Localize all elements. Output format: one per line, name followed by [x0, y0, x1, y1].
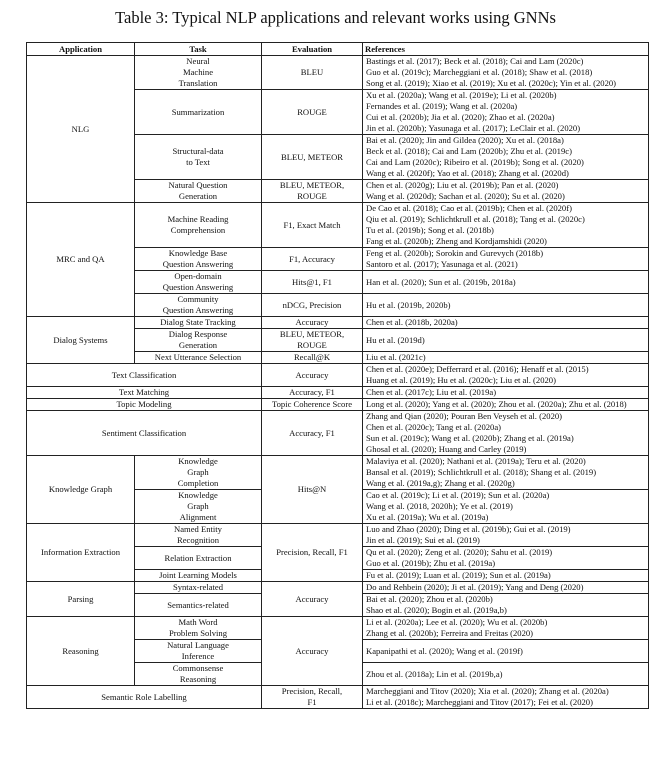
eval-text-classification	[262, 364, 363, 387]
cell-line: Hits@N	[297, 484, 327, 494]
applications-table	[26, 42, 649, 709]
cell-line: Fu et al. (2019); Luan et al. (2019); Sun et al. (2019a)	[366, 570, 551, 580]
task-semantics	[135, 594, 262, 617]
cell-line: Bastings et al. (2017); Beck et al. (2018); Cai and Lam (2020c)	[366, 56, 584, 66]
cell-line: Recall@K	[293, 352, 331, 362]
cell-line: Translation	[178, 78, 218, 88]
cell-line: BLEU, METEOR,	[279, 329, 345, 339]
cell-line: Wang et al. (2020d); Sachan et al. (2020); Su et al. (2020)	[366, 191, 565, 201]
cell-line: Qu et al. (2020); Zeng et al. (2020); Sahu et al. (2019)	[366, 547, 553, 557]
cell-line: Zhou et al. (2018a); Lin et al. (2019b,a)	[366, 668, 503, 679]
cell-line: Fernandes et al. (2019); Wang et al. (2020a)	[366, 101, 518, 111]
eval-mrc	[262, 203, 363, 248]
cell-line: Qiu et al. (2019); Schlichtkrull et al. (2018); Tang et al. (2020c)	[366, 214, 585, 224]
cell-line: Bai et al. (2020); Zhou et al. (2020b)	[366, 594, 493, 604]
task-nqg	[135, 180, 262, 203]
cell-line: Hits@1, F1	[292, 276, 332, 287]
refs-mrc	[363, 203, 649, 248]
app-text-classification	[27, 364, 262, 387]
eval-information-extraction	[262, 524, 363, 582]
cell-line: Wang et al. (2019a,g); Zhang et al. (2020g)	[366, 478, 515, 488]
table-row	[27, 387, 649, 399]
eval-parsing	[262, 582, 363, 617]
task-structural-data	[135, 135, 262, 180]
table-row	[27, 364, 649, 387]
refs-summarization	[363, 90, 649, 135]
cell-line: Cao et al. (2019c); Li et al. (2019); Sun et al. (2020a)	[366, 490, 550, 500]
cell-line: Open-domain	[174, 271, 222, 281]
cell-line: Chen et al. (2020c); Tang et al. (2020a)	[366, 422, 502, 432]
cell-line: Question Answering	[162, 305, 234, 315]
cell-line: Jin et al. (2020b); Yasunaga et al. (2017); LeClair et al. (2020)	[366, 123, 581, 133]
table-row	[27, 411, 649, 456]
table-row	[27, 56, 649, 90]
refs-commonsense	[363, 663, 649, 686]
cell-line: Recognition	[176, 535, 219, 545]
refs-kbqa	[363, 248, 649, 271]
app-srl	[27, 686, 262, 709]
cell-line: Topic Coherence Score	[271, 399, 353, 409]
refs-dst	[363, 317, 649, 329]
refs-nli	[363, 640, 649, 663]
cell-line: Marcheggiani and Titov (2020); Xia et al. (2020); Zhang et al. (2020a)	[366, 686, 609, 696]
refs-sentiment-classification	[363, 411, 649, 456]
cell-line: BLEU	[300, 67, 324, 77]
cell-line: Text Classification	[111, 369, 177, 380]
cell-line: Ghosal et al. (2020); Huang and Carley (2019)	[366, 444, 527, 454]
cell-line: Graph	[187, 467, 209, 477]
cell-line: Accuracy, F1	[289, 387, 335, 397]
refs-nus	[363, 352, 649, 364]
task-commonsense	[135, 663, 262, 686]
cell-line: to Text	[186, 157, 210, 167]
task-kbqa	[135, 248, 262, 271]
header-application: Application	[27, 43, 135, 56]
refs-nmt	[363, 56, 649, 90]
refs-topic-modeling	[363, 399, 649, 411]
cell-line: Commonsense	[172, 663, 224, 673]
cell-line: Luo and Zhao (2020); Ding et al. (2019b); Gui et al. (2019)	[366, 524, 571, 534]
cell-line: Next Utterance Selection	[154, 352, 242, 362]
cell-line: Fang et al. (2020b); Zheng and Kordjamshidi (2020)	[366, 236, 547, 246]
task-mrc	[135, 203, 262, 248]
task-relation-extraction	[135, 547, 262, 570]
task-nus	[135, 352, 262, 364]
task-math-word	[135, 617, 262, 640]
refs-kga	[363, 490, 649, 524]
cell-line: F1, Exact Match	[283, 219, 341, 230]
cell-line: Huang et al. (2019); Hu et al. (2020c); Liu et al. (2020)	[366, 375, 556, 385]
cell-line: Generation	[178, 191, 218, 201]
refs-srl	[363, 686, 649, 709]
cell-line: ROUGE	[297, 340, 327, 350]
cell-line: Xu et al. (2019a); Wu et al. (2019a)	[366, 512, 489, 522]
header-task: Task	[135, 43, 262, 56]
table-row	[27, 617, 649, 640]
app-nlg	[27, 56, 135, 203]
cell-line: Summarization	[171, 106, 225, 117]
task-kga	[135, 490, 262, 524]
refs-ner	[363, 524, 649, 547]
cell-line: Chen et al. (2020g); Liu et al. (2019b); Pan et al. (2020)	[366, 180, 559, 190]
cell-line: Cui et al. (2020b); Jia et al. (2020); Zhao et al. (2020a)	[366, 112, 555, 122]
cell-line: Information Extraction	[41, 547, 120, 557]
eval-srl	[262, 686, 363, 709]
cell-line: Accuracy	[295, 645, 329, 656]
cell-line: Wang et al. (2020f); Yao et al. (2018); Zhang et al. (2020d)	[366, 168, 569, 178]
cell-line: MRC and QA	[56, 254, 105, 264]
refs-text-classification	[363, 364, 649, 387]
refs-syntax	[363, 582, 649, 594]
cell-line: Jin et al. (2019); Sui et al. (2019)	[366, 535, 480, 545]
cell-line: Cai and Lam (2020c); Ribeiro et al. (2019b); Song et al. (2020)	[366, 157, 584, 167]
table-row	[27, 524, 649, 547]
eval-cqa	[262, 294, 363, 317]
cell-line: F1, Accuracy	[289, 253, 335, 264]
eval-structural-data	[262, 135, 363, 180]
cell-line: Inference	[181, 651, 215, 661]
table-row	[27, 686, 649, 709]
cell-line: BLEU, METEOR	[280, 151, 344, 162]
cell-line: Natural Language	[167, 640, 229, 650]
app-parsing	[27, 582, 135, 617]
cell-line: Bai et al. (2020); Jin and Gildea (2020); Xu et al. (2018a)	[366, 135, 564, 145]
table-row	[27, 399, 649, 411]
app-information-extraction	[27, 524, 135, 582]
cell-line: Accuracy	[295, 317, 329, 327]
cell-line: F1	[307, 697, 317, 707]
eval-drg	[262, 329, 363, 352]
cell-line: Precision, Recall, F1	[276, 547, 348, 557]
cell-line: Knowledge Graph	[48, 484, 113, 494]
cell-line: Graph	[187, 501, 209, 511]
cell-line: Dialog Response	[168, 329, 228, 339]
eval-reasoning	[262, 617, 363, 686]
cell-line: Semantic Role Labelling	[101, 691, 187, 702]
app-topic-modeling	[27, 399, 262, 411]
table-row	[27, 317, 649, 329]
app-text-matching	[27, 387, 262, 399]
cell-line: Problem Solving	[168, 628, 227, 638]
task-cqa	[135, 294, 262, 317]
task-nli	[135, 640, 262, 663]
app-mrc-qa	[27, 203, 135, 317]
cell-line: Malaviya et al. (2020); Nathani et al. (2019a); Teru et al. (2020)	[366, 456, 586, 466]
cell-line: Wang et al. (2018, 2020h); Ye et al. (2019)	[366, 501, 513, 511]
cell-line: Comprehension	[170, 225, 226, 235]
refs-kgc	[363, 456, 649, 490]
cell-line: Machine	[182, 67, 214, 77]
cell-line: NLG	[71, 123, 90, 134]
refs-nqg	[363, 180, 649, 203]
header-evaluation: Evaluation	[262, 43, 363, 56]
eval-knowledge-graph	[262, 456, 363, 524]
cell-line: Machine Reading	[167, 214, 229, 224]
cell-line: Accuracy	[295, 593, 329, 604]
table-row	[27, 582, 649, 594]
cell-line: Beck et al. (2018); Cai and Lam (2020b); Zhu et al. (2019c)	[366, 146, 572, 156]
cell-line: Sun et al. (2019c); Wang et al. (2020b); Zhang et al. (2019a)	[366, 433, 574, 443]
cell-line: De Cao et al. (2018); Cao et al. (2019b); Chen et al. (2020f)	[366, 203, 572, 213]
app-reasoning	[27, 617, 135, 686]
cell-line: Structural-data	[172, 146, 224, 156]
cell-line: Guo et al. (2019c); Marcheggiani et al. (2018); Shaw et al. (2018)	[366, 67, 593, 77]
cell-line: ROUGE	[297, 191, 327, 201]
cell-line: Li et al. (2018c); Marcheggiani and Titov (2017); Fei et al. (2020)	[366, 697, 593, 707]
cell-line: Dialog State Tracking	[160, 317, 236, 327]
task-dst	[135, 317, 262, 329]
cell-line: Song et al. (2019); Xiao et al. (2019); Xu et al. (2020c); Yin et al. (2020)	[366, 78, 617, 88]
cell-line: Question Answering	[162, 282, 234, 292]
cell-line: Accuracy, F1	[289, 427, 335, 438]
cell-line: Kapanipathi et al. (2020); Wang et al. (2019f)	[366, 645, 523, 656]
cell-line: Knowledge	[178, 490, 218, 500]
eval-summarization	[262, 90, 363, 135]
cell-line: Community	[177, 294, 219, 304]
task-nmt	[135, 56, 262, 90]
task-joint-learning	[135, 570, 262, 582]
cell-line: Sentiment Classification	[101, 427, 187, 438]
cell-line: Do and Rehbein (2020); Ji et al. (2019); Yang and Deng (2020)	[366, 582, 584, 592]
cell-line: Feng et al. (2020b); Sorokin and Gurevych (2018b)	[366, 248, 544, 258]
eval-odqa	[262, 271, 363, 294]
cell-line: Chen et al. (2018b, 2020a)	[366, 317, 458, 327]
cell-line: Knowledge Base	[168, 248, 228, 258]
cell-line: Bansal et al. (2019); Schlichtkrull et al. (2018); Shang et al. (2019)	[366, 467, 597, 477]
header-references: References	[363, 43, 649, 56]
table-caption: Table 3: Typical NLP applications and relevant works using GNNs	[115, 8, 556, 27]
eval-dst	[262, 317, 363, 329]
task-odqa	[135, 271, 262, 294]
refs-semantics	[363, 594, 649, 617]
cell-line: Relation Extraction	[164, 552, 232, 563]
refs-structural-data	[363, 135, 649, 180]
cell-line: Question Answering	[162, 259, 234, 269]
eval-text-matching	[262, 387, 363, 399]
refs-text-matching	[363, 387, 649, 399]
cell-line: BLEU, METEOR,	[279, 180, 345, 190]
cell-line: Zhang and Qian (2020); Pouran Ben Veyseh et al. (2020)	[366, 411, 563, 421]
app-dialog	[27, 317, 135, 364]
cell-line: Liu et al. (2021c)	[366, 352, 426, 362]
cell-line: Dialog Systems	[53, 334, 108, 345]
task-kgc	[135, 456, 262, 490]
table-row	[27, 456, 649, 490]
cell-line: Hu et al. (2019b, 2020b)	[366, 299, 451, 310]
refs-cqa	[363, 294, 649, 317]
eval-kbqa	[262, 248, 363, 271]
cell-line: Alignment	[179, 512, 217, 522]
cell-line: Text Matching	[118, 387, 170, 397]
cell-line: ROUGE	[297, 106, 327, 117]
task-drg	[135, 329, 262, 352]
cell-line: Shao et al. (2020); Bogin et al. (2019a,b)	[366, 605, 507, 615]
app-knowledge-graph	[27, 456, 135, 524]
refs-math-word	[363, 617, 649, 640]
cell-line: Chen et al. (2017c); Liu et al. (2019a)	[366, 387, 497, 397]
cell-line: Tu et al. (2019b); Song et al. (2018b)	[366, 225, 494, 235]
eval-nqg	[262, 180, 363, 203]
task-summarization	[135, 90, 262, 135]
cell-line: Joint Learning Models	[159, 570, 237, 580]
cell-line: Semantics-related	[167, 599, 229, 610]
cell-line: Natural Question	[168, 180, 228, 190]
cell-line: Hu et al. (2019d)	[366, 334, 425, 345]
cell-line: Zhang et al. (2020b); Ferreira and Freitas (2020)	[366, 628, 534, 638]
cell-line: Accuracy	[295, 369, 329, 380]
eval-topic-modeling	[262, 399, 363, 411]
cell-line: Generation	[178, 340, 218, 350]
cell-line: Santoro et al. (2017); Yasunaga et al. (2021)	[366, 259, 518, 269]
task-ner	[135, 524, 262, 547]
cell-line: Long et al. (2020); Yang et al. (2020); Zhou et al. (2020a); Zhu et al. (2018)	[366, 399, 627, 409]
cell-line: Named Entity	[174, 524, 222, 534]
cell-line: Syntax-related	[172, 582, 224, 592]
cell-line: Li et al. (2020a); Lee et al. (2020); Wu et al. (2020b)	[366, 617, 548, 627]
cell-line: Parsing	[67, 593, 94, 604]
refs-drg	[363, 329, 649, 352]
eval-nmt	[262, 56, 363, 90]
cell-line: Precision, Recall,	[281, 686, 343, 696]
cell-line: Reasoning	[62, 645, 99, 656]
cell-line: Completion	[177, 478, 219, 488]
cell-line: Knowledge	[178, 456, 218, 466]
refs-odqa	[363, 271, 649, 294]
table-row	[27, 203, 649, 248]
refs-joint-learning	[363, 570, 649, 582]
cell-line: Guo et al. (2019b); Zhu et al. (2019a)	[366, 558, 496, 568]
refs-relation-extraction	[363, 547, 649, 570]
cell-line: Xu et al. (2020a); Wang et al. (2019e); Li et al. (2020b)	[366, 90, 557, 100]
eval-sentiment-classification	[262, 411, 363, 456]
cell-line: Han et al. (2020); Sun et al. (2019b, 2018a)	[366, 276, 516, 287]
cell-line: Reasoning	[179, 674, 217, 684]
cell-line: nDCG, Precision	[282, 299, 342, 310]
eval-nus	[262, 352, 363, 364]
cell-line: Topic Modeling	[116, 399, 172, 409]
cell-line: Neural	[186, 56, 210, 66]
cell-line: Chen et al. (2020e); Defferrard et al. (2016); Henaff et al. (2015)	[366, 364, 589, 374]
app-sentiment-classification	[27, 411, 262, 456]
header-row	[27, 43, 649, 56]
cell-line: Math Word	[178, 617, 218, 627]
task-syntax	[135, 582, 262, 594]
